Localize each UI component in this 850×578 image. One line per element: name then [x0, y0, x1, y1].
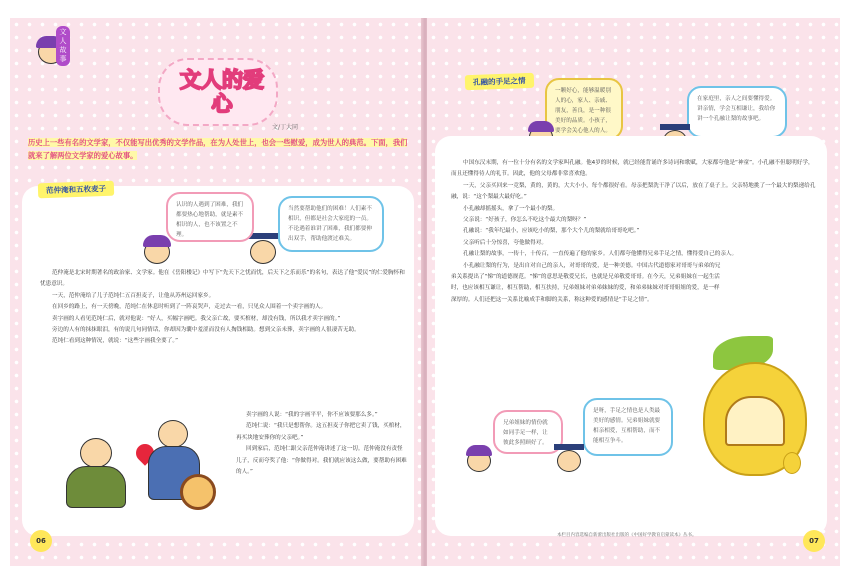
paragraph: 一天，范仲淹给了儿子范纯仁五百担麦子，让他从苏州运回家乡。: [52, 292, 215, 299]
paragraph: 孔融让梨的故事，一传十，十传百，一直传遍了他的家乡。人们都夸他懂得兄弟手足之情，懂得爱自己的亲人。: [463, 251, 738, 258]
paragraph: 中国东汉末期，有一位十分有名的文学家叫孔融。他4岁的时候，就已经能背诵许多诗词和歌赋，大家都夸他是“神童”。小孔融不但聪明好学，而且还懂得待人的礼节。因此，他的父母都非常喜欢他。: [451, 160, 814, 178]
speech-bubble-right-d: 是呀，手足之情也是人类最美好的感情。兄弟姐妹就要相亲相爱，互相帮助，而不能相互争斗。: [583, 398, 673, 456]
series-badge: [36, 26, 74, 82]
paragraph: 小孔融让梨的行为，是出自对自己的亲人，对哥哥的爱，是一种美德。中国古代道德家对哥哥与弟弟的兄弟关系提出了“悌”的道德规范。“悌”的意思是敬爱兄长，也就是兄弟敬爱哥哥。在今天，兄弟姐妹在一起生活时，也应该相互谦让，相互帮助，相互扶持，兄弟姐妹对弟弟妹妹的爱，和弟弟妹妹对哥哥姐姐的爱，是一样深厚的。人们还把这一关系比喻成手和脚的关系，称这种爱的感情是“手足之情”。: [451, 262, 721, 303]
scholar-character-icon: [250, 240, 276, 264]
mortarboard-icon: [554, 444, 584, 450]
left-page: [10, 18, 423, 566]
section-title-left: 范仲淹和五枚麦子: [38, 181, 114, 199]
standing-man-icon: [158, 420, 188, 448]
caption-text-left: [236, 410, 408, 478]
illustration-scholars: [40, 410, 230, 524]
paragraph: 小孔融却摇摇头，拿了一个最小的梨。: [463, 205, 559, 212]
illustration-pear: [689, 336, 829, 486]
paragraph: 一天，父亲买回来一竞梨，黄的，黄的，大大小小，每个都很好看。母亲把梨洗干净了以后，放在了桌子上。父亲特地挑了一个最大的梨递给孔融，说：“这个梨最大最好吃。”: [451, 182, 816, 201]
paragraph: 父亲听后十分惊喜，夸他做得对。: [463, 239, 547, 246]
speech-bubble-right-a: 一颗好心，能够温暖别人的心，家人、亲戚、朋友，善良，是一种很美好的品质。小孩子，要学会关心他人的人。: [545, 78, 623, 140]
series-badge-text: 文人故事: [56, 26, 70, 66]
mortarboard-icon: [660, 124, 690, 130]
story-text-left: [40, 268, 406, 348]
seated-man-icon: [80, 438, 112, 468]
author-credit: 文/丁大同: [272, 124, 299, 131]
paragraph: 卖字画的人看见范纯仁后，就对他说：“好人，买幅字画吧。我父亲亡故，要买棺材，却没有钱，所以我才卖字画的。”: [52, 315, 341, 322]
speech-bubble-left-a: 认识的人遇到了困难，我们都要热心地帮助，就是素不相识的人，也不该置之不理。: [166, 192, 254, 242]
girl-character-icon: [144, 240, 170, 264]
page-title: 文人的爱心: [180, 68, 264, 116]
caption-line: 卖字画的人说：“我的字画平平，你不应该要那么多。”: [246, 412, 378, 418]
girl-hair: [466, 445, 492, 456]
book-spread: [10, 18, 840, 566]
page-number-right: 07: [803, 530, 825, 552]
paragraph: 父亲说：“好孩子，你怎么不吃这个最大的梨呀？”: [463, 217, 587, 224]
paragraph: 范仲淹是北宋时期著名的政治家、文学家。他在《岳阳楼记》中写下“先天下之忧而忧，后天下之乐而乐”的名句，表达了他“爱民”的仁爱胸怀和忧患意识。: [40, 270, 405, 288]
paragraph: 在回乡的路上，有一天傍晚，范纯仁在休息时听到了一阵哀哭声，走过去一看，只见众人围着一个卖字画的人。: [52, 304, 327, 311]
scholar-character-icon: [557, 450, 581, 472]
speech-bubble-right-b: 在家庭里，亲人之间要懂得爱。讲亲情，学会互相谦让，我给你讲一个孔融让梨的故事吧。: [687, 86, 787, 138]
section-title-right: 孔融的手足之情: [465, 73, 534, 90]
caption-line: 回到家后，范纯仁跟父亲范仲淹讲述了这一切。范仲淹没有责怪儿子，反而夸奖了他：“你做得对。我们就应该这么做，要帮助有困难的人。”: [236, 446, 407, 476]
story-text-right: [451, 158, 817, 306]
page-number-left: 06: [30, 530, 52, 552]
girl-hair: [528, 121, 554, 132]
paragraph: 旁边的人有的抹抹眼泪，有的说几句同情话，你却因为囊中羞涩而没有人掏钱相助。想到父亲未葬，卖字画的人很凄苦无助。: [52, 327, 360, 334]
cart-wheel-icon: [180, 474, 216, 510]
paragraph: 孔融说：“我年纪最小，应该吃小的梨，那个大个儿的梨就给哥哥吃吧。”: [463, 228, 640, 235]
speech-bubble-right-c: 兄弟姐妹的情份就如同手足一样，让彼此多照顾好了。: [493, 410, 563, 454]
right-page: [427, 18, 840, 566]
speech-bubble-left-b: 当然要帮助他们的困难！人们素不相识，但都是社会大家庭的一员。不论遇着谁讲了困难，我们都要伸出双手，帮助他渡过难关。: [278, 196, 384, 252]
pear-window: [725, 396, 785, 446]
seated-man-robe: [66, 466, 126, 508]
small-pear-icon: [783, 452, 801, 474]
caption-line: 范纯仁说：“我只是想帮你。这五担麦子你把它卖了钱，买棺材，再买块地安葬你的父亲吧。”: [236, 423, 406, 441]
girl-hair: [143, 235, 171, 247]
girl-character-icon: [467, 450, 491, 472]
paragraph: 范纯仁看到这种情况，就说：“这些字画我全要了。”: [52, 338, 179, 345]
footer-note: 本栏目内容选编自新蕾出版社出版的《中国好学教育启蒙读本》丛书。: [557, 533, 697, 538]
intro-highlight: 历史上一些有名的文学家，不仅能写出优秀的文学作品，在为人处世上，也会一些慰爱，成为世人的典范。下面，我们就来了解两位文学家的爱心故事。: [28, 138, 408, 160]
intro-text: [28, 136, 408, 162]
